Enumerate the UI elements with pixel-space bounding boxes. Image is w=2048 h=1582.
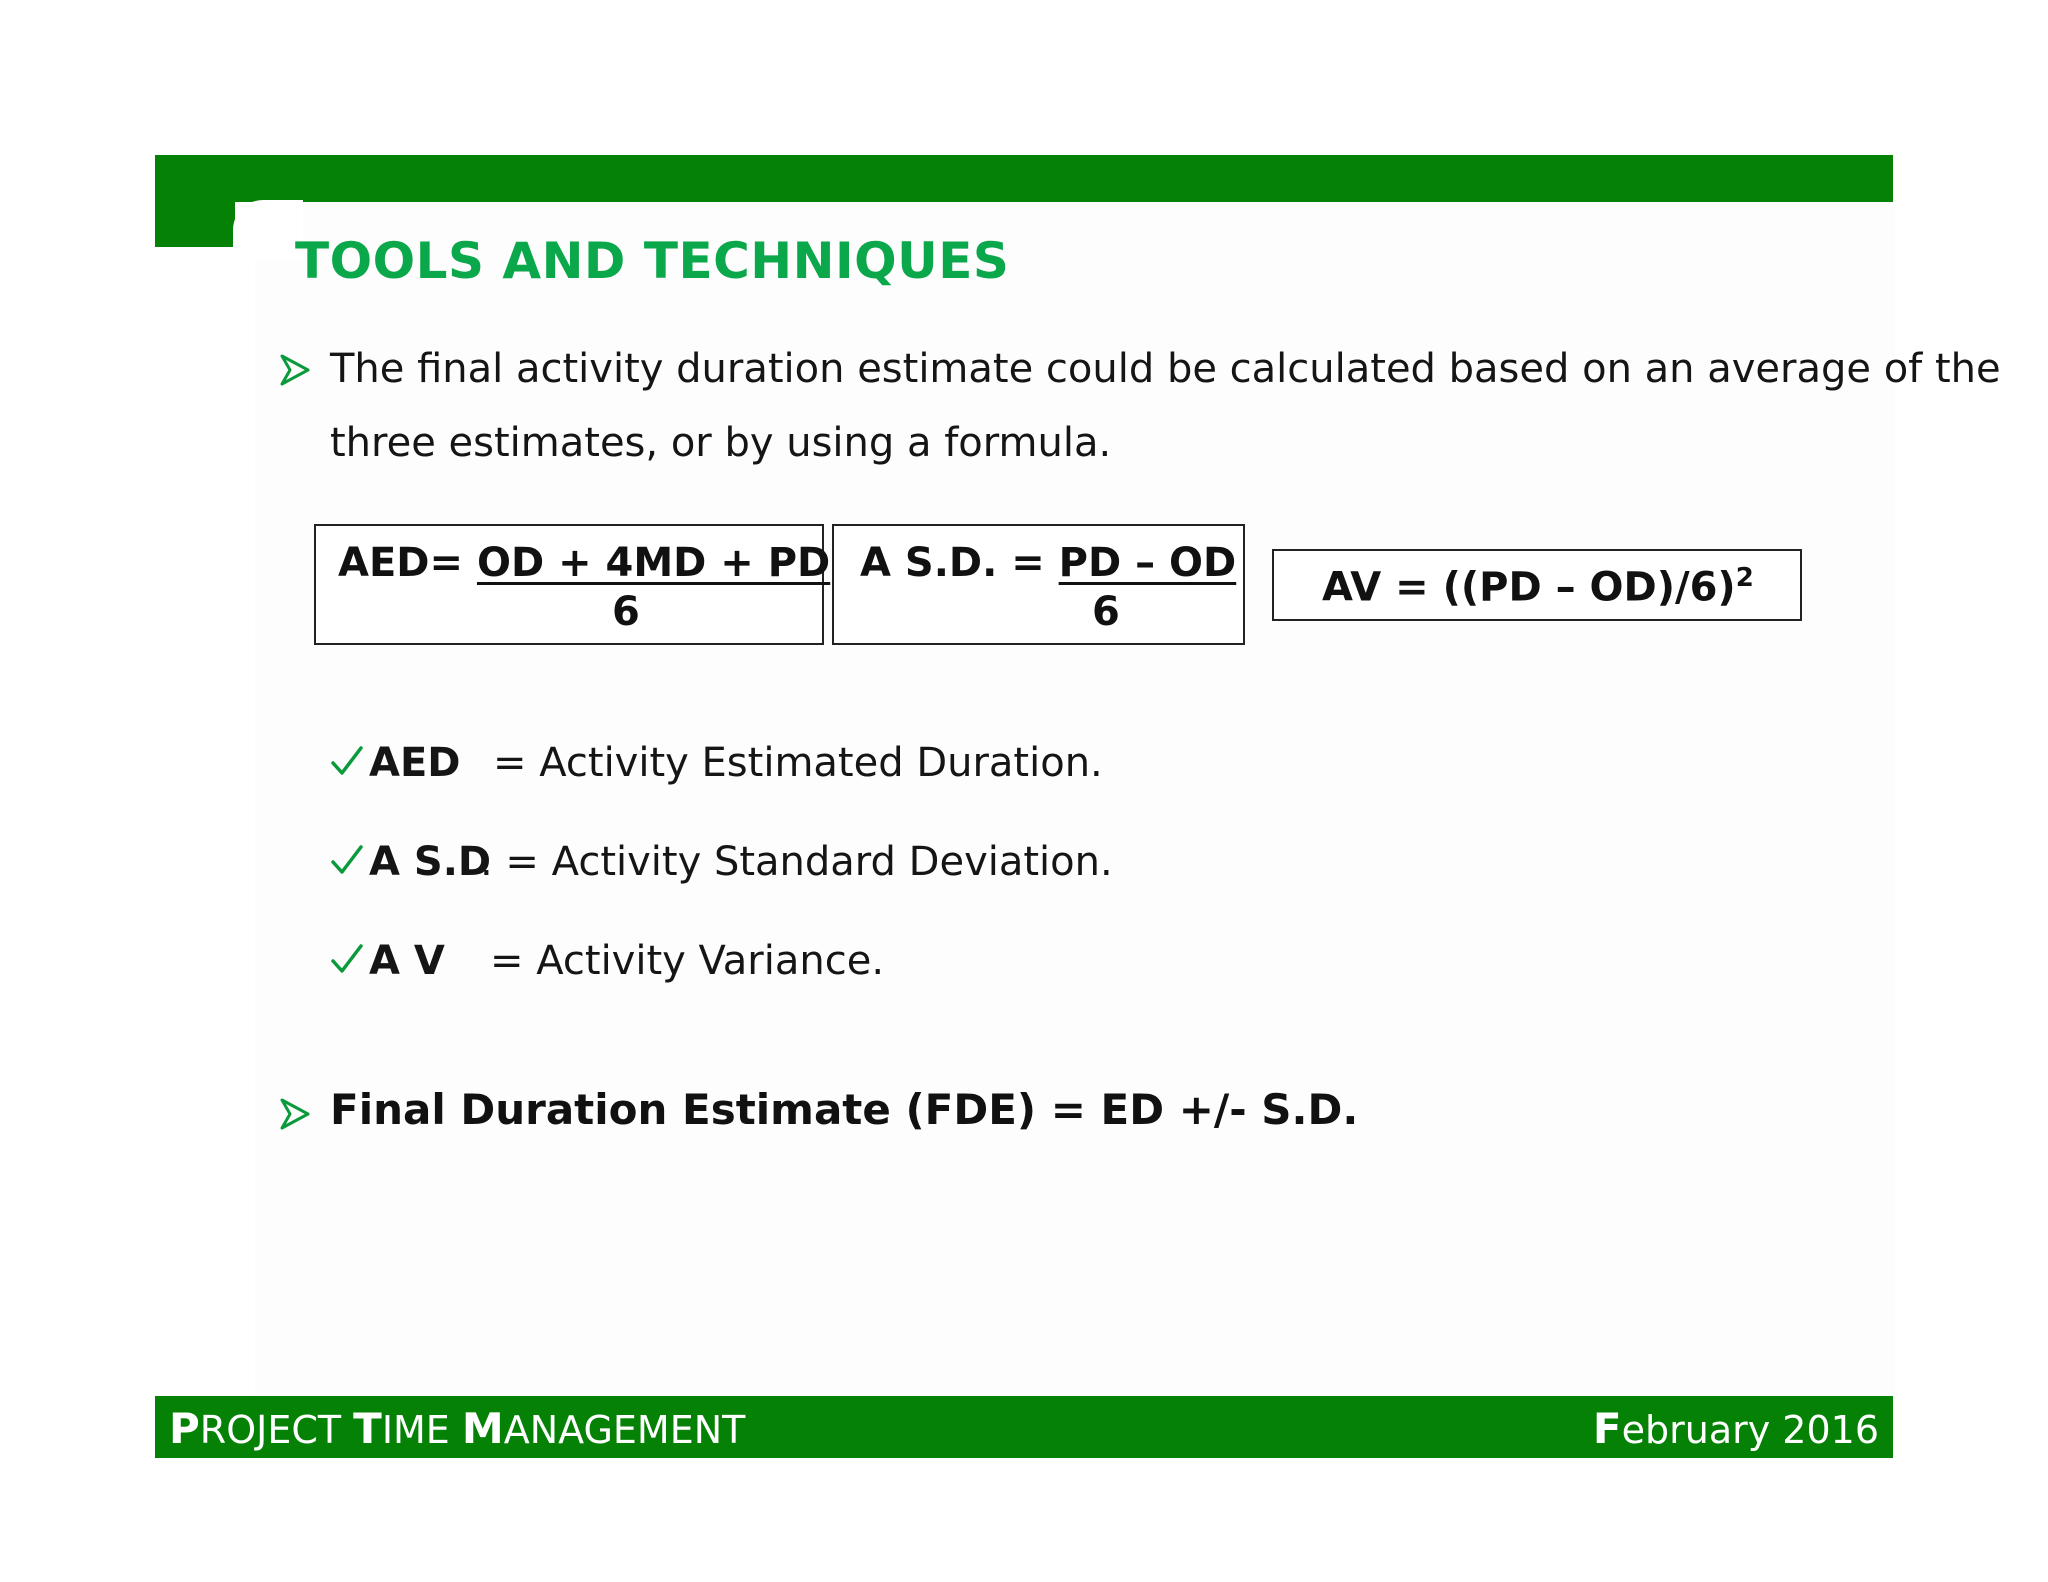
footer-word: ebruary 2016 — [1621, 1408, 1879, 1452]
aed-formula-lhs: AED= — [338, 540, 477, 586]
final-duration-estimate: Final Duration Estimate (FDE) = ED +/- S.D. — [330, 1085, 1359, 1134]
header-notch — [233, 200, 303, 260]
arrow-bullet-icon — [280, 1097, 310, 1131]
check-icon — [330, 843, 364, 879]
definition-abbr: AED — [369, 740, 461, 786]
footer-title — [169, 1404, 745, 1453]
asd-formula-numerator: PD – OD — [1058, 540, 1237, 586]
av-formula-box — [1272, 549, 1802, 621]
definition-text: . = Activity Standard Deviation. — [480, 839, 1113, 885]
intro-line-2: three estimates, or by using a formula. — [330, 420, 1112, 466]
asd-formula-denominator: 6 — [1092, 589, 1120, 635]
asd-formula-box — [832, 524, 1245, 645]
av-formula — [1322, 563, 1754, 610]
asd-formula-lhs: A S.D. = — [860, 540, 1059, 586]
footer-cap: M — [461, 1404, 504, 1453]
definition-abbr: A V — [369, 938, 445, 984]
definition-text: = Activity Estimated Duration. — [493, 740, 1103, 786]
asd-formula-top — [860, 540, 1236, 586]
footer-cap: P — [169, 1404, 200, 1453]
header-tab — [155, 155, 235, 247]
check-icon — [330, 744, 364, 780]
aed-formula-numerator: OD + 4MD + PD — [476, 540, 831, 586]
header-bar — [155, 155, 1893, 202]
aed-formula-box — [314, 524, 831, 645]
footer-bar — [155, 1396, 1893, 1458]
footer-word: ANAGEMENT — [503, 1408, 746, 1452]
check-icon — [330, 942, 364, 978]
arrow-bullet-icon — [280, 353, 310, 387]
definition-text: = Activity Variance. — [490, 938, 885, 984]
av-formula-exponent: 2 — [1735, 563, 1754, 593]
aed-formula-top — [338, 540, 830, 586]
footer-cap: T — [353, 1404, 382, 1453]
footer-word: IME — [381, 1408, 462, 1452]
slide-title: TOOLS AND TECHNIQUES — [295, 232, 1010, 290]
intro-line-1: The final activity duration estimate could be calculated based on an average of the — [330, 346, 2001, 392]
footer-word: ROJECT — [199, 1408, 354, 1452]
aed-formula-denominator: 6 — [612, 589, 640, 635]
footer-cap: F — [1592, 1404, 1622, 1453]
footer-date — [1593, 1404, 1879, 1453]
definition-abbr: A S.D — [369, 839, 492, 885]
av-formula-text: AV = ((PD – OD)/6) — [1322, 564, 1736, 611]
